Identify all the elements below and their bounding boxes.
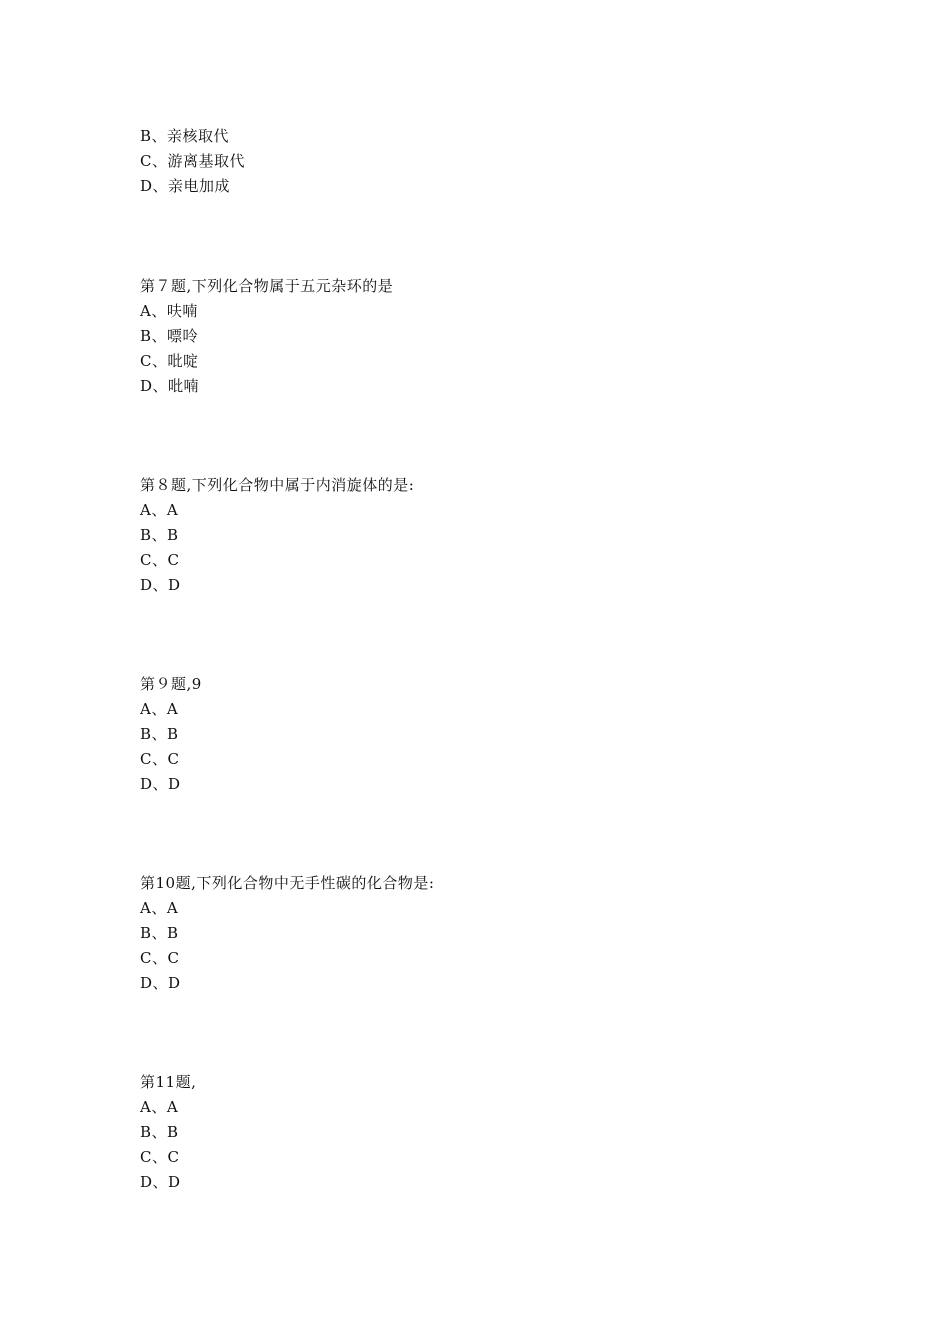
option-a: A、A — [140, 1098, 179, 1116]
option-b: B、B — [140, 526, 179, 544]
option-d: D、亲电加成 — [140, 177, 231, 195]
option-d: D、吡喃 — [140, 377, 200, 395]
question-title: 第11题, — [140, 1073, 197, 1091]
option-c: C、C — [140, 551, 180, 569]
option-b: B、亲核取代 — [140, 127, 230, 145]
question-title: 第８题,下列化合物中属于内消旋体的是: — [140, 476, 415, 494]
option-d: D、D — [140, 974, 181, 992]
option-c: C、C — [140, 750, 180, 768]
option-a: A、A — [140, 899, 179, 917]
question-title: 第10题,下列化合物中无手性碳的化合物是: — [140, 874, 435, 892]
option-a: A、呋喃 — [140, 302, 198, 320]
option-b: B、B — [140, 1123, 179, 1141]
option-d: D、D — [140, 775, 181, 793]
option-c: C、游离基取代 — [140, 152, 245, 170]
option-c: C、C — [140, 1148, 180, 1166]
option-a: A、A — [140, 501, 179, 519]
option-c: C、吡啶 — [140, 352, 199, 370]
option-b: B、B — [140, 725, 179, 743]
option-d: D、D — [140, 576, 181, 594]
option-a: A、A — [140, 700, 179, 718]
option-c: C、C — [140, 949, 180, 967]
option-b: B、B — [140, 924, 179, 942]
option-d: D、D — [140, 1173, 181, 1191]
question-title: 第９题,9 — [140, 675, 202, 693]
question-title: 第７题,下列化合物属于五元杂环的是 — [140, 277, 394, 295]
option-b: B、嘌呤 — [140, 327, 199, 345]
